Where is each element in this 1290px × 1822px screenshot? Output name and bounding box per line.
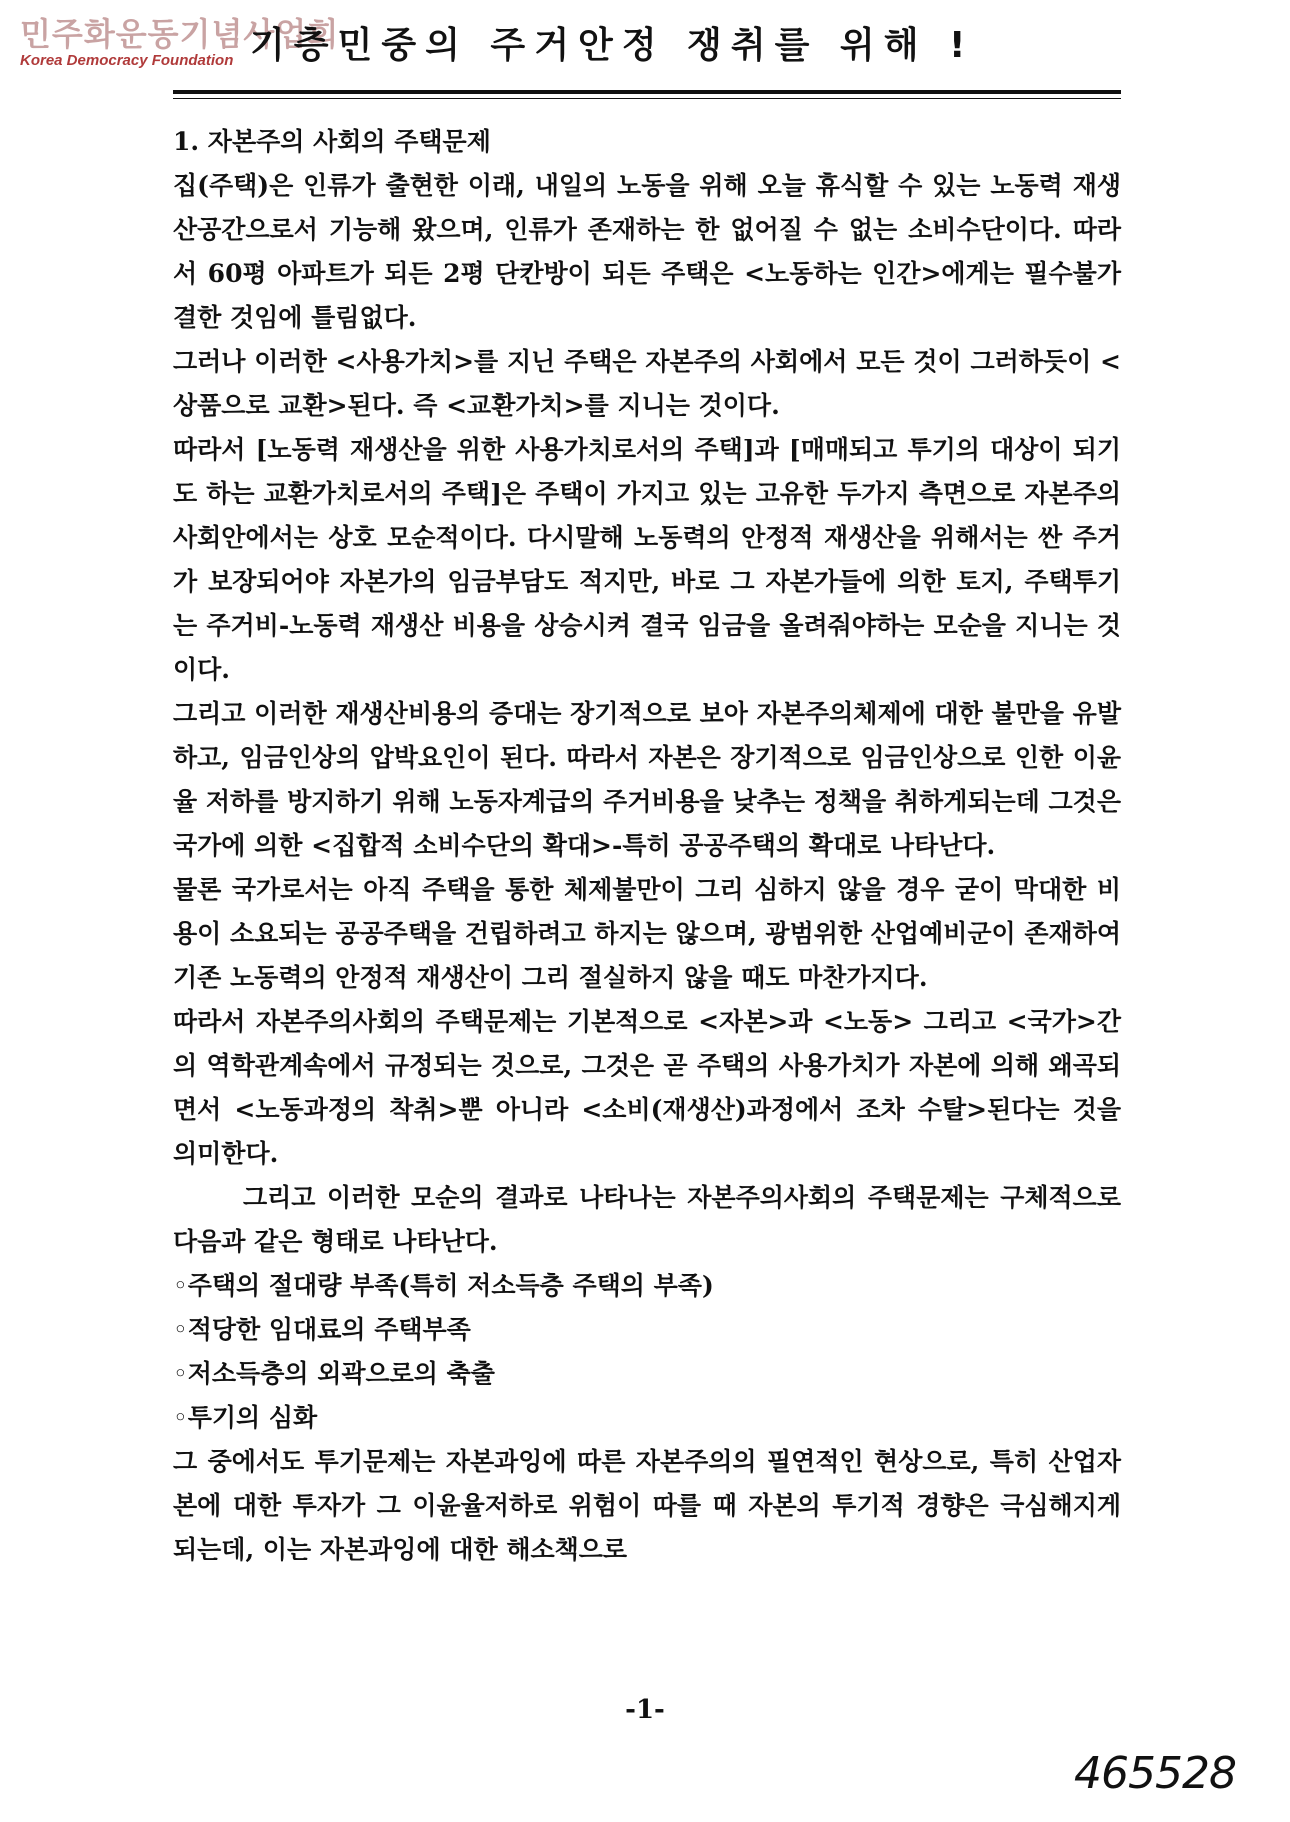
handwritten-document-code: 465528 xyxy=(1074,1748,1236,1799)
body-paragraph: 집(주택)은 인류가 출현한 이래, 내일의 노동을 위해 오늘 휴식할 수 있는 노동력 재생산공간으로서 기능해 왔으며, 인류가 존재하는 한 없어질 수 없는 소비수단이다. 따라서 60평 아파트가 되든 2평 단칸방이 되든 주택은 <노동하는 인간>에게는 필수불가결한 것임에 틀림없다. xyxy=(173,171,1121,332)
list-item: ◦적당한 임대료의 주택부족 xyxy=(173,1315,471,1344)
title-divider-thick xyxy=(173,90,1121,94)
body-paragraph: 그러나 이러한 <사용가치>를 지닌 주택은 자본주의 사회에서 모든 것이 그러하듯이 <상품으로 교환>된다. 즉 <교환가치>를 지니는 것이다. xyxy=(173,347,1121,420)
closing-paragraph: 그 중에서도 투기문제는 자본과잉에 따른 자본주의의 필연적인 현상으로, 특히 산업자본에 대한 투자가 그 이윤율저하로 위험이 따를 때 자본의 투기적 경향은 극심해지게 되는데, 이는 자본과잉에 대한 해소책으로 xyxy=(173,1447,1121,1564)
document-title: 기층민중의 주거안정 쟁취를 위해 ! xyxy=(250,25,975,66)
problem-list xyxy=(173,1264,1121,1440)
document-body xyxy=(173,120,1121,1572)
title-divider-thin xyxy=(173,98,1121,99)
watermark-english: Korea Democracy Foundation xyxy=(20,52,234,69)
list-item: ◦투기의 심화 xyxy=(173,1403,318,1432)
body-paragraph: 물론 국가로서는 아직 주택을 통한 체제불만이 그리 심하지 않을 경우 굳이 막대한 비용이 소요되는 공공주택을 건립하려고 하지는 않으며, 광범위한 산업예비군이 존재하여 기존 노동력의 안정적 재생산이 그리 절실하지 않을 때도 마찬가지다. xyxy=(173,875,1121,992)
list-item: ◦저소득층의 외곽으로의 축출 xyxy=(173,1359,495,1388)
section-heading: 1. 자본주의 사회의 주택문제 xyxy=(173,127,491,156)
intro-paragraph: 그리고 이러한 모순의 결과로 나타나는 자본주의사회의 주택문제는 구체적으로 다음과 같은 형태로 나타난다. xyxy=(173,1183,1121,1256)
watermark-korean: 민주화운동기념사업회 xyxy=(20,15,340,53)
body-paragraph: 따라서 자본주의사회의 주택문제는 기본적으로 <자본>과 <노동> 그리고 <국가>간의 역학관계속에서 규정되는 것으로, 그것은 곧 주택의 사용가치가 자본에 의해 왜곡되면서 <노동과정의 착취>뿐 아니라 <소비(재생산)과정에서 조차 수탈>된다는 것을 의미한다. xyxy=(173,1007,1121,1168)
list-item: ◦주택의 절대량 부족(특히 저소득층 주택의 부족) xyxy=(173,1271,714,1300)
page-number: -1- xyxy=(625,1695,665,1725)
body-paragraph: 따라서 [노동력 재생산을 위한 사용가치로서의 주택]과 [매매되고 투기의 대상이 되기도 하는 교환가치로서의 주택]은 주택이 가지고 있는 고유한 두가지 측면으로 자본주의 사회안에서는 상호 모순적이다. 다시말해 노동력의 안정적 재생산을 위해서는 싼 주거가 보장되어야 자본가의 임금부담도 적지만, 바로 그 자본가들에 의한 토지, 주택투기는 주거비-노동력 재생산 비용을 상승시켜 결국 임금을 올려줘야하는 모순을 지니는 것이다. xyxy=(173,435,1121,684)
body-paragraph: 그리고 이러한 재생산비용의 증대는 장기적으로 보아 자본주의체제에 대한 불만을 유발하고, 임금인상의 압박요인이 된다. 따라서 자본은 장기적으로 임금인상으로 인한 이윤율 저하를 방지하기 위해 노동자계급의 주거비용을 낮추는 정책을 취하게되는데 그것은 국가에 의한 <집합적 소비수단의 확대>-특히 공공주택의 확대로 나타난다. xyxy=(173,699,1121,860)
